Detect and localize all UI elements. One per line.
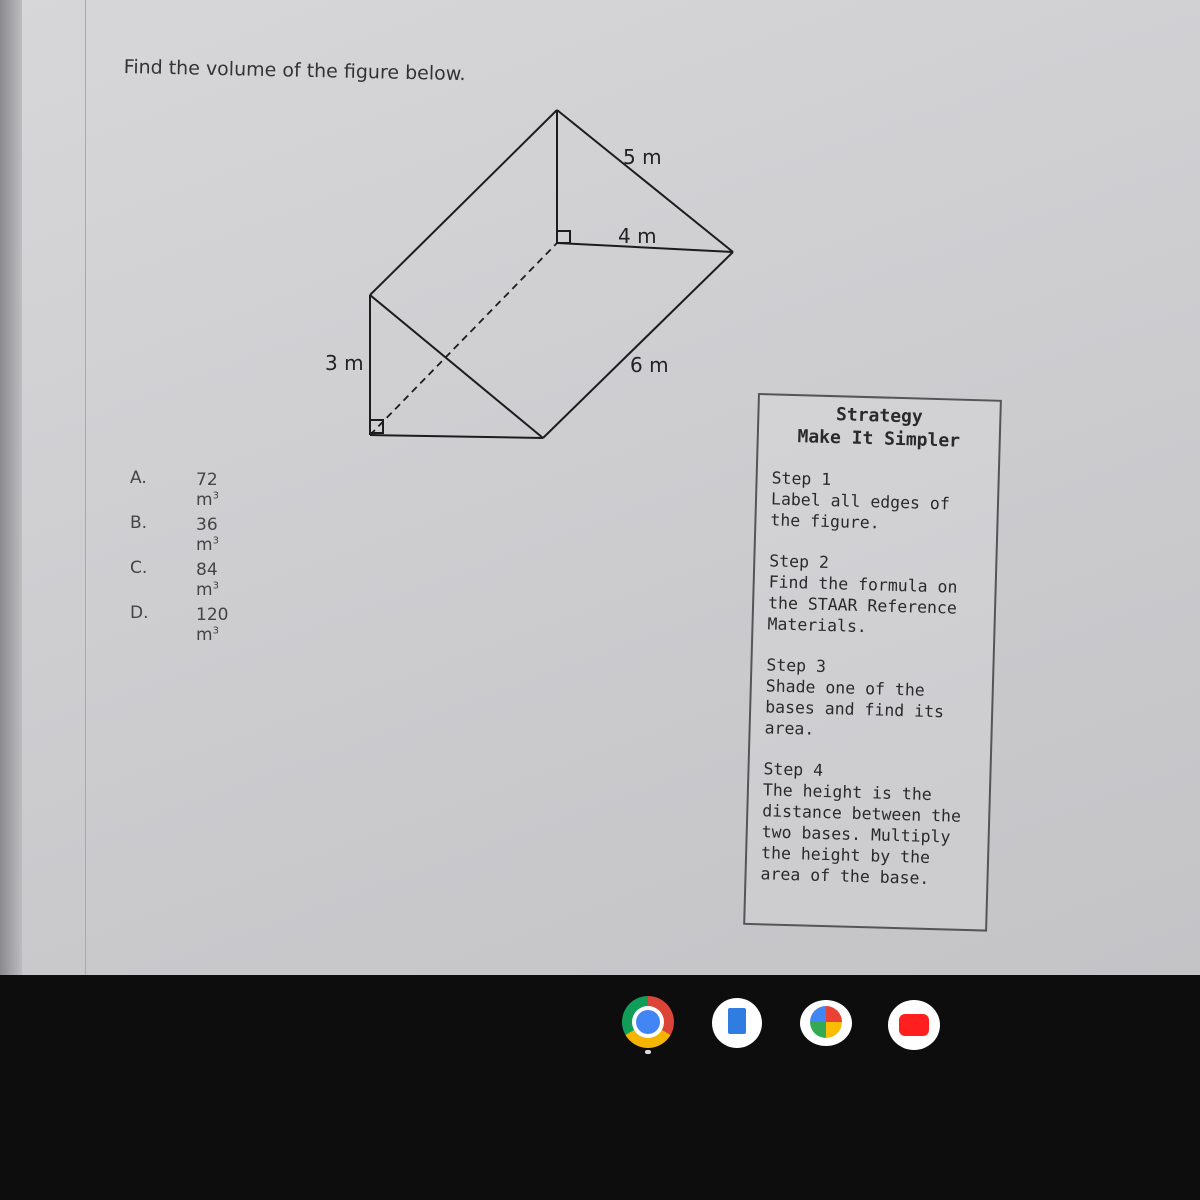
youtube-icon[interactable] (888, 1000, 940, 1050)
step-text: The height is the distance between the two bases. Multiply the height by the area of the base. (760, 780, 962, 888)
choice-value: 84 $m^3$ (196, 560, 219, 600)
choice-letter: C. (130, 558, 148, 578)
step-title: Step 2 (769, 551, 830, 573)
step-text: Shade one of the bases and find its area. (764, 676, 945, 739)
strategy-box (743, 393, 1002, 932)
choice-value: 120 $m^3$ (196, 605, 229, 645)
label-hypotenuse: 5 m (623, 145, 662, 169)
step-title: Step 1 (771, 468, 832, 490)
taskbar (0, 995, 1200, 1065)
triangular-prism-figure (300, 100, 760, 450)
strategy-step-1 (770, 467, 987, 536)
choice-letter: A. (130, 468, 147, 488)
page-edge (85, 0, 86, 975)
strategy-header (758, 401, 999, 454)
step-text: Label all edges of the figure. (770, 489, 951, 533)
label-height: 3 m (325, 351, 364, 375)
choice-value: 72 $m^3$ (196, 470, 219, 510)
strategy-title: Strategy (835, 404, 924, 428)
strategy-step-2 (767, 550, 984, 640)
step-text: Find the formula on the STAAR Reference Materials. (767, 572, 958, 637)
chrome-icon[interactable] (622, 996, 674, 1048)
choice-letter: B. (130, 513, 148, 533)
google-photos-icon[interactable] (800, 1000, 852, 1046)
question-text: Find the volume of the figure below. (123, 56, 466, 86)
step-title: Step 4 (763, 759, 824, 780)
strategy-step-4 (760, 758, 978, 890)
active-app-indicator (645, 1050, 651, 1054)
label-length: 6 m (630, 353, 669, 377)
screen-bezel (0, 0, 22, 975)
strategy-step-3 (764, 654, 981, 744)
google-docs-icon[interactable] (712, 998, 762, 1048)
strategy-subtitle: Make It Simpler (797, 426, 961, 452)
label-base: 4 m (618, 224, 657, 248)
choice-letter: D. (130, 603, 149, 623)
step-title: Step 3 (766, 655, 827, 677)
choice-value: 36 $m^3$ (196, 515, 219, 555)
